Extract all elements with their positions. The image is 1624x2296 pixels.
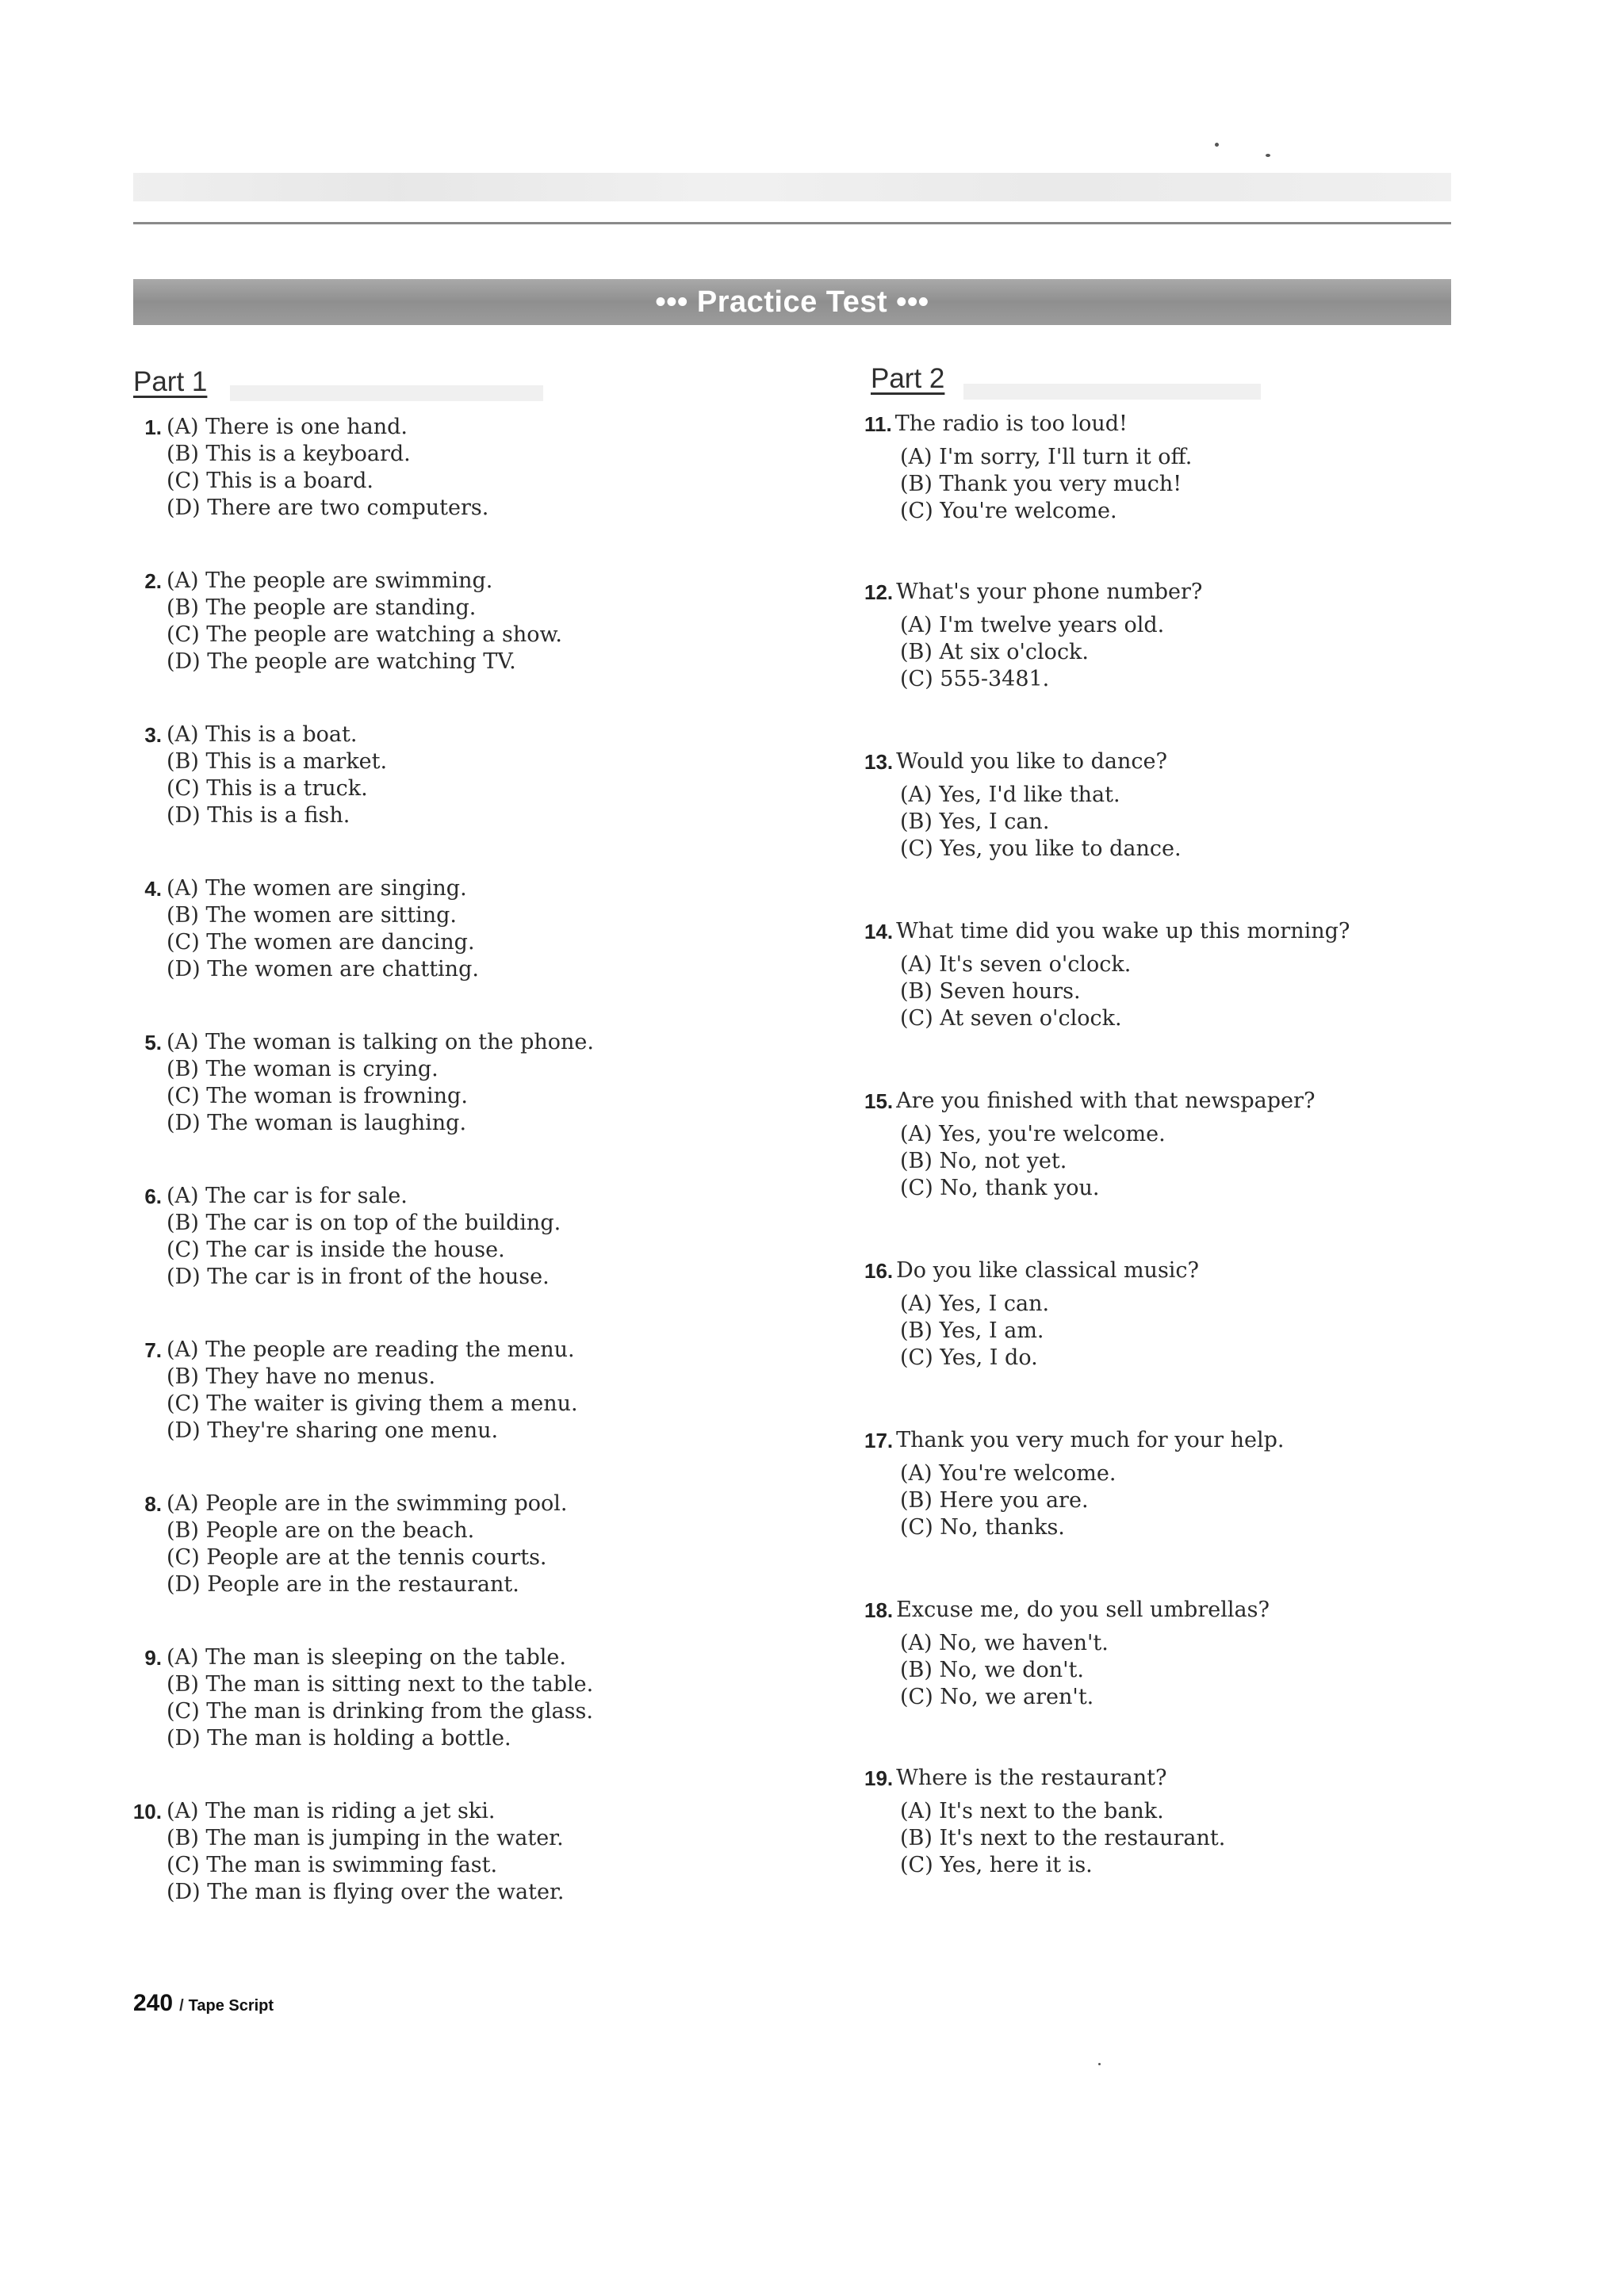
question-item xyxy=(864,1088,1315,1202)
question-item xyxy=(864,1427,1285,1541)
answer-option: (C) Yes, here it is. xyxy=(900,1853,1093,1877)
footer-separator: / xyxy=(179,1997,184,2015)
scan-speck xyxy=(1266,154,1270,157)
answer-option: (A) This is a boat. xyxy=(167,722,358,747)
answer-option: (A) You're welcome. xyxy=(900,1461,1116,1486)
question-item xyxy=(127,1490,568,1598)
answer-option: (C) You're welcome. xyxy=(900,499,1117,523)
question-number: 2. xyxy=(144,569,162,593)
question-prompt: Do you like classical music? xyxy=(896,1258,1200,1283)
question-first-line xyxy=(127,1183,561,1210)
question-item xyxy=(864,1765,1225,1879)
answer-option: (D) The car is in front of the house. xyxy=(167,1265,550,1289)
answer-option: (C) No, thanks. xyxy=(900,1515,1065,1540)
answer-option: (D) The man is flying over the water. xyxy=(167,1880,565,1904)
answer-option: (A) The man is riding a jet ski. xyxy=(167,1799,496,1823)
answer-option: (D) The women are chatting. xyxy=(167,957,479,982)
question-prompt-line xyxy=(864,748,1182,775)
answer-option: (C) No, thank you. xyxy=(900,1176,1100,1200)
question-number: 5. xyxy=(144,1031,162,1054)
question-prompt: Where is the restaurant? xyxy=(896,1766,1167,1790)
question-prompt: The radio is too loud! xyxy=(894,411,1128,436)
answer-option: (B) The man is jumping in the water. xyxy=(167,1826,564,1850)
answer-option: (B) People are on the beach. xyxy=(167,1518,475,1543)
answer-option: (B) This is a keyboard. xyxy=(167,442,411,466)
question-number: 1. xyxy=(144,415,162,439)
question-item xyxy=(127,1798,565,1906)
question-prompt: Are you finished with that newspaper? xyxy=(896,1089,1316,1113)
question-first-line xyxy=(127,1798,565,1825)
answer-options xyxy=(864,1460,1285,1541)
answer-option: (D) The man is holding a bottle. xyxy=(167,1726,511,1751)
answer-option: (A) I'm twelve years old. xyxy=(900,613,1165,637)
question-item xyxy=(127,721,387,829)
answer-option: (C) The car is inside the house. xyxy=(167,1238,505,1262)
question-number: 16. xyxy=(864,1259,894,1283)
question-prompt: What time did you wake up this morning? xyxy=(896,919,1350,943)
answer-option: (D) They're sharing one menu. xyxy=(167,1418,499,1443)
question-number: 4. xyxy=(144,877,162,901)
answer-option: (C) No, we aren't. xyxy=(900,1685,1094,1709)
question-prompt-line xyxy=(864,579,1202,606)
question-prompt: Thank you very much for your help. xyxy=(896,1428,1285,1452)
question-number: 17. xyxy=(864,1429,894,1452)
answer-option: (A) People are in the swimming pool. xyxy=(167,1491,568,1516)
question-prompt: What's your phone number? xyxy=(896,580,1203,604)
question-number: 9. xyxy=(144,1646,162,1670)
question-number: 6. xyxy=(144,1184,162,1208)
question-item xyxy=(864,748,1182,863)
question-prompt-line xyxy=(864,1257,1199,1284)
answer-option: (D) This is a fish. xyxy=(167,803,350,828)
answer-option: (A) The car is for sale. xyxy=(167,1184,408,1208)
question-first-line xyxy=(127,1337,578,1364)
answer-option: (B) It's next to the restaurant. xyxy=(900,1826,1226,1850)
answer-option: (C) This is a board. xyxy=(167,469,373,493)
answer-option: (A) No, we haven't. xyxy=(900,1631,1109,1655)
question-item xyxy=(127,414,488,522)
question-item xyxy=(127,1183,561,1291)
question-first-line xyxy=(127,414,488,441)
answer-option: (C) This is a truck. xyxy=(167,776,368,801)
answer-option: (B) This is a market. xyxy=(167,749,388,774)
page-footer xyxy=(133,1990,274,2017)
header-rule xyxy=(133,222,1451,224)
question-prompt-line xyxy=(864,1427,1285,1454)
question-prompt: Would you like to dance? xyxy=(896,749,1167,774)
question-first-line xyxy=(127,875,479,902)
question-first-line xyxy=(127,1029,594,1056)
part1-heading-smudge xyxy=(230,385,543,401)
question-number: 19. xyxy=(864,1766,894,1790)
scan-speck xyxy=(1215,143,1219,147)
question-number: 7. xyxy=(144,1338,162,1362)
answer-option: (B) At six o'clock. xyxy=(900,640,1090,664)
answer-option: (A) The women are singing. xyxy=(167,876,467,901)
answer-option: (A) The man is sleeping on the table. xyxy=(167,1645,566,1670)
question-item xyxy=(127,1029,594,1137)
question-item xyxy=(864,411,1192,525)
question-number: 3. xyxy=(144,723,162,747)
question-number: 10. xyxy=(132,1800,162,1823)
question-item xyxy=(127,1337,578,1445)
question-prompt-line xyxy=(864,411,1192,438)
part2-heading-smudge xyxy=(963,384,1261,400)
question-first-line xyxy=(127,568,562,595)
scan-header-smudge xyxy=(133,173,1451,201)
page-number: 240 xyxy=(133,1990,174,2016)
answer-option: (C) At seven o'clock. xyxy=(900,1006,1122,1031)
answer-option: (C) The man is drinking from the glass. xyxy=(167,1699,593,1724)
part2-heading: Part 2 xyxy=(871,363,945,394)
answer-option: (C) The man is swimming fast. xyxy=(167,1853,498,1877)
footer-label: Tape Script xyxy=(188,1997,274,2015)
question-number: 18. xyxy=(864,1598,894,1622)
answer-option: (A) Yes, you're welcome. xyxy=(900,1122,1166,1146)
question-number: 12. xyxy=(864,580,894,604)
question-number: 11. xyxy=(864,412,892,436)
scan-speck xyxy=(1098,2063,1101,2065)
question-prompt-line xyxy=(864,1088,1315,1115)
question-first-line xyxy=(127,1644,593,1671)
answer-options xyxy=(864,951,1350,1032)
answer-option: (B) Yes, I can. xyxy=(900,809,1050,834)
question-prompt: Excuse me, do you sell umbrellas? xyxy=(896,1598,1270,1622)
answer-option: (A) The people are reading the menu. xyxy=(167,1337,575,1362)
answer-options xyxy=(864,1291,1199,1372)
answer-option: (D) People are in the restaurant. xyxy=(167,1572,519,1597)
answer-options xyxy=(864,1121,1315,1202)
answer-option: (A) It's seven o'clock. xyxy=(900,952,1132,977)
practice-test-banner xyxy=(133,279,1451,325)
answer-option: (B) No, not yet. xyxy=(900,1149,1067,1173)
question-number: 8. xyxy=(144,1492,162,1516)
answer-option: (C) 555-3481. xyxy=(900,667,1050,691)
answer-options xyxy=(864,1798,1225,1879)
answer-options xyxy=(864,782,1182,863)
question-item xyxy=(127,875,479,983)
answer-option: (C) Yes, you like to dance. xyxy=(900,836,1182,861)
question-item xyxy=(864,579,1202,693)
answer-option: (B) The car is on top of the building. xyxy=(167,1211,561,1235)
question-item xyxy=(864,918,1350,1032)
answer-option: (A) Yes, I can. xyxy=(900,1292,1050,1316)
part1-heading: Part 1 xyxy=(133,366,208,397)
answer-option: (C) The woman is frowning. xyxy=(167,1084,468,1108)
answer-option: (A) I'm sorry, I'll turn it off. xyxy=(900,445,1193,469)
answer-option: (C) The waiter is giving them a menu. xyxy=(167,1391,578,1416)
answer-option: (B) The woman is crying. xyxy=(167,1057,439,1081)
answer-option: (C) People are at the tennis courts. xyxy=(167,1545,547,1570)
question-prompt-line xyxy=(864,1597,1270,1624)
question-first-line xyxy=(127,1490,568,1517)
answer-option: (D) There are two computers. xyxy=(167,496,489,520)
answer-option: (A) The people are swimming. xyxy=(167,568,493,593)
answer-option: (B) Yes, I am. xyxy=(900,1318,1044,1343)
answer-option: (B) The people are standing. xyxy=(167,595,477,620)
answer-option: (B) Seven hours. xyxy=(900,979,1081,1004)
answer-option: (D) The woman is laughing. xyxy=(167,1111,467,1135)
question-item xyxy=(127,568,562,675)
answer-options xyxy=(864,444,1192,525)
question-number: 13. xyxy=(864,750,894,774)
answer-option: (D) The people are watching TV. xyxy=(167,649,516,674)
answer-option: (A) Yes, I'd like that. xyxy=(900,783,1120,807)
question-number: 15. xyxy=(864,1089,894,1113)
banner-title: ••• Practice Test ••• xyxy=(655,285,929,319)
answer-option: (B) The man is sitting next to the table. xyxy=(167,1672,594,1697)
answer-option: (B) Here you are. xyxy=(900,1488,1089,1513)
question-prompt-line xyxy=(864,918,1350,945)
question-number: 14. xyxy=(864,920,894,943)
question-prompt-line xyxy=(864,1765,1225,1792)
answer-option: (B) The women are sitting. xyxy=(167,903,458,928)
answer-option: (B) Thank you very much! xyxy=(900,472,1182,496)
answer-option: (A) It's next to the bank. xyxy=(900,1799,1164,1823)
answer-option: (C) Yes, I do. xyxy=(900,1345,1038,1370)
answer-option: (C) The people are watching a show. xyxy=(167,622,562,647)
question-item xyxy=(864,1257,1199,1372)
answer-option: (C) The women are dancing. xyxy=(167,930,475,955)
answer-option: (A) The woman is talking on the phone. xyxy=(167,1030,594,1054)
question-item xyxy=(864,1597,1270,1711)
answer-option: (A) There is one hand. xyxy=(167,415,408,439)
question-first-line xyxy=(127,721,387,748)
question-item xyxy=(127,1644,593,1752)
answer-options xyxy=(864,1630,1270,1711)
answer-option: (B) No, we don't. xyxy=(900,1658,1084,1682)
answer-option: (B) They have no menus. xyxy=(167,1364,436,1389)
answer-options xyxy=(864,612,1202,693)
